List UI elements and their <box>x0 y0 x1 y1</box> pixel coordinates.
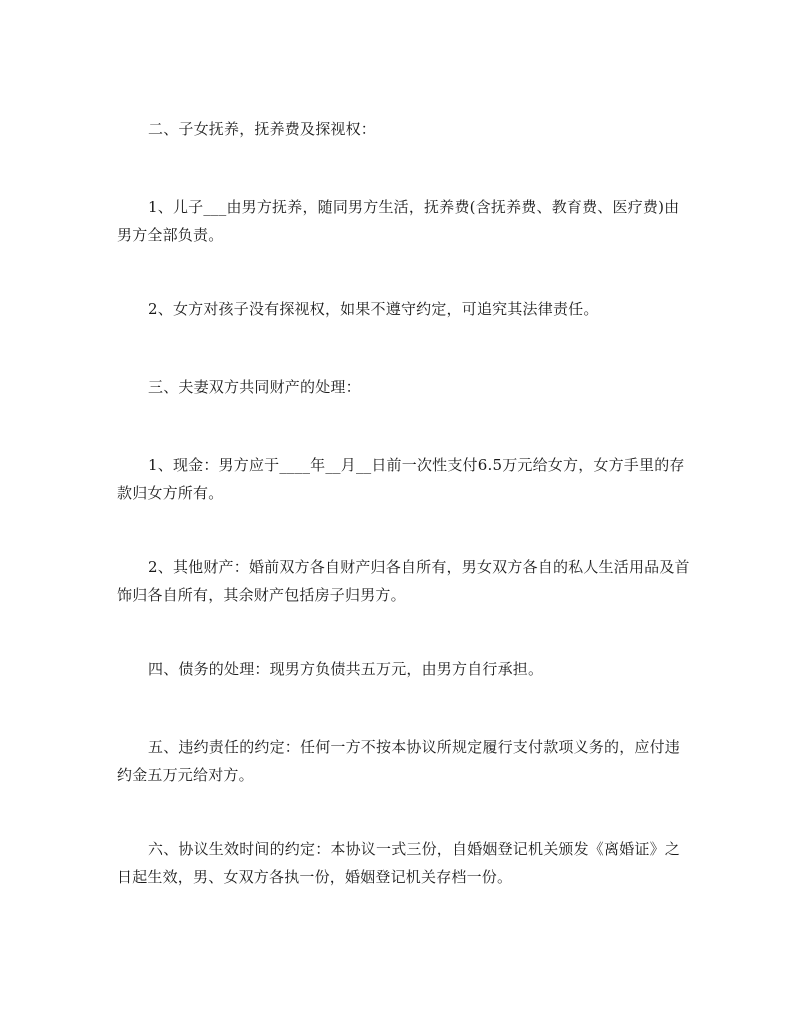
clause-son-custody: 1、儿子___由男方抚养，随同男方生活，抚养费(含抚养费、教育费、医疗费)由男方全部负责。 <box>117 198 680 244</box>
section-heading-joint-property: 三、夫妻双方共同财产的处理： <box>148 378 361 396</box>
section-heading-breach-liability: 五、违约责任的约定：任何一方不按本协议所规定履行支付款项义务的，应付违约金五万元给对方。 <box>117 738 681 784</box>
section-heading-effective-time: 六、协议生效时间的约定：本协议一式三份，自婚姻登记机关颁发《离婚证》之日起生效，男、女双方各执一份，婚姻登记机关存档一份。 <box>117 840 681 886</box>
section-heading-debts: 四、债务的处理：现男方负债共五万元，由男方自行承担。 <box>148 660 544 678</box>
clause-visitation-rights: 2、女方对孩子没有探视权，如果不遵守约定，可追究其法律责任。 <box>148 300 599 318</box>
clause-other-property: 2、其他财产：婚前双方各自财产归各自所有，男女双方各自的私人生活用品及首饰归各自所有，其余财产包括房子归男方。 <box>117 558 690 604</box>
clause-cash: 1、现金：男方应于____年__月__日前一次性支付6.5万元给女方，女方手里的存款归女方所有。 <box>117 456 685 502</box>
section-heading-child-custody: 二、子女抚养，抚养费及探视权： <box>148 120 377 138</box>
